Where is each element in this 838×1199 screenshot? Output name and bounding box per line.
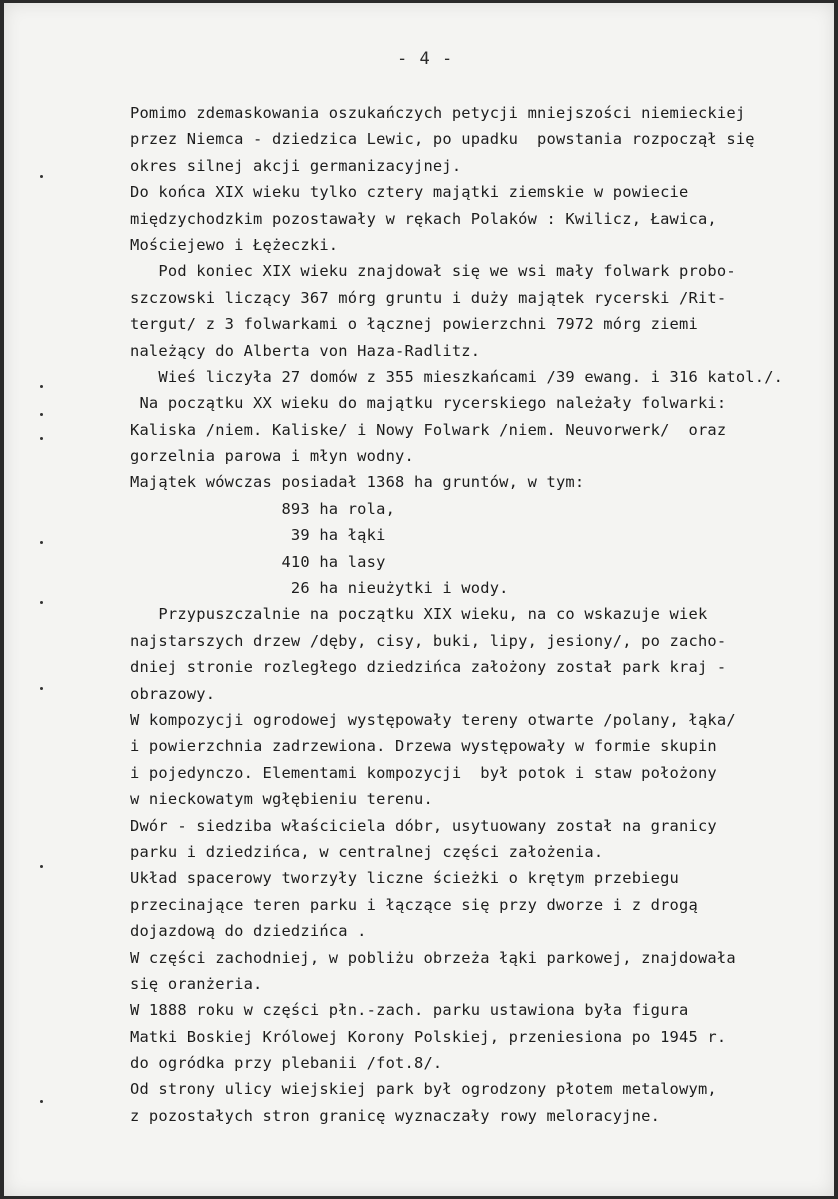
- margin-mark: [40, 687, 43, 690]
- text-line: i pojedynczo. Elementami kompozycji był potok i staw położony: [130, 763, 717, 782]
- land-use-line: 410 ha lasy: [130, 552, 386, 571]
- text-line: przez Niemca - dziedzica Lewic, po upadku powstania rozpoczął się: [130, 130, 755, 149]
- text-line: Przypuszczalnie na początku XIX wieku, na co wskazuje wiek: [130, 605, 708, 624]
- page-number: - 4 -: [397, 49, 454, 69]
- text-line: Wieś liczyła 27 domów z 355 mieszkańcami /39 ewang. i 316 katol./.: [130, 367, 784, 386]
- text-line: do ogródka przy plebanii /fot.8/.: [130, 1054, 443, 1073]
- text-line: należący do Alberta von Haza-Radlitz.: [130, 341, 481, 360]
- text-line: Matki Boskiej Królowej Korony Polskiej, przeniesiona po 1945 r.: [130, 1027, 727, 1046]
- text-line: Dwór - siedziba właściciela dóbr, usytuowany został na granicy: [130, 816, 717, 835]
- text-line: W 1888 roku w części płn.-zach. parku ustawiona była figura: [130, 1001, 689, 1020]
- text-line: międzychodzkim pozostawały w rękach Polaków : Kwilicz, Ławica,: [130, 209, 717, 228]
- margin-mark: [40, 541, 43, 544]
- text-line: gorzelnia parowa i młyn wodny.: [130, 447, 414, 466]
- margin-mark: [40, 1100, 43, 1103]
- margin-mark: [40, 865, 43, 868]
- document-page: [4, 3, 834, 1196]
- text-line: Do końca XIX wieku tylko cztery majątki ziemskie w powiecie: [130, 183, 689, 202]
- text-line: Pomimo zdemaskowania oszukańczych petycji mniejszości niemieckiej: [130, 104, 746, 122]
- text-line: okres silnej akcji germanizacyjnej.: [130, 156, 462, 175]
- text-line: najstarszych drzew /dęby, cisy, buki, lipy, jesiony/, po zacho-: [130, 631, 727, 650]
- text-line: w nieckowatym wgłębieniu terenu.: [130, 790, 433, 809]
- text-line: Układ spacerowy tworzyły liczne ścieżki o krętym przebiegu: [130, 869, 680, 888]
- text-line: Pod koniec XIX wieku znajdował się we wsi mały folwark probo-: [130, 262, 736, 281]
- text-line: i powierzchnia zadrzewiona. Drzewa występowały w formie skupin: [130, 737, 717, 756]
- text-line: Na początku XX wieku do majątku rycerskiego należały folwarki:: [130, 394, 727, 413]
- text-line: dojazdową do dziedzińca .: [130, 922, 367, 941]
- text-line: Od strony ulicy wiejskiej park był ogrodzony płotem metalowym,: [130, 1080, 717, 1099]
- text-line: parku i dziedzińca, w centralnej części założenia.: [130, 842, 604, 861]
- text-line: szczowski liczący 367 mórg gruntu i duży majątek rycerski /Rit-: [130, 288, 727, 307]
- body-text: [130, 100, 810, 1129]
- text-line: W kompozycji ogrodowej występowały tereny otwarte /polany, łąka/: [130, 710, 736, 729]
- margin-mark: [40, 437, 43, 440]
- margin-mark: [40, 601, 43, 604]
- margin-mark: [40, 175, 43, 178]
- text-line: Majątek wówczas posiadał 1368 ha gruntów, w tym:: [130, 473, 585, 492]
- margin-mark: [40, 413, 43, 416]
- land-use-line: 893 ha rola,: [130, 499, 396, 518]
- text-line: Mościejewo i Łężeczki.: [130, 235, 339, 254]
- land-use-line: 26 ha nieużytki i wody.: [130, 579, 509, 598]
- text-line: się oranżeria.: [130, 974, 263, 993]
- text-line: W części zachodniej, w pobliżu obrzeża łąki parkowej, znajdowała: [130, 948, 736, 967]
- text-line: z pozostałych stron granicę wyznaczały rowy meloracyjne.: [130, 1106, 661, 1125]
- text-line: tergut/ z 3 folwarkami o łącznej powierzchni 7972 mórg ziemi: [130, 315, 698, 334]
- text-line: obrazowy.: [130, 684, 216, 703]
- text-line: przecinające teren parku i łączące się przy dworze i z drogą: [130, 895, 698, 914]
- text-line: dniej stronie rozległego dziedzińca założony został park kraj -: [130, 658, 727, 677]
- text-line: Kaliska /niem. Kaliske/ i Nowy Folwark /niem. Neuvorwerk/ oraz: [130, 420, 727, 439]
- margin-mark: [40, 385, 43, 388]
- land-use-line: 39 ha łąki: [130, 526, 386, 545]
